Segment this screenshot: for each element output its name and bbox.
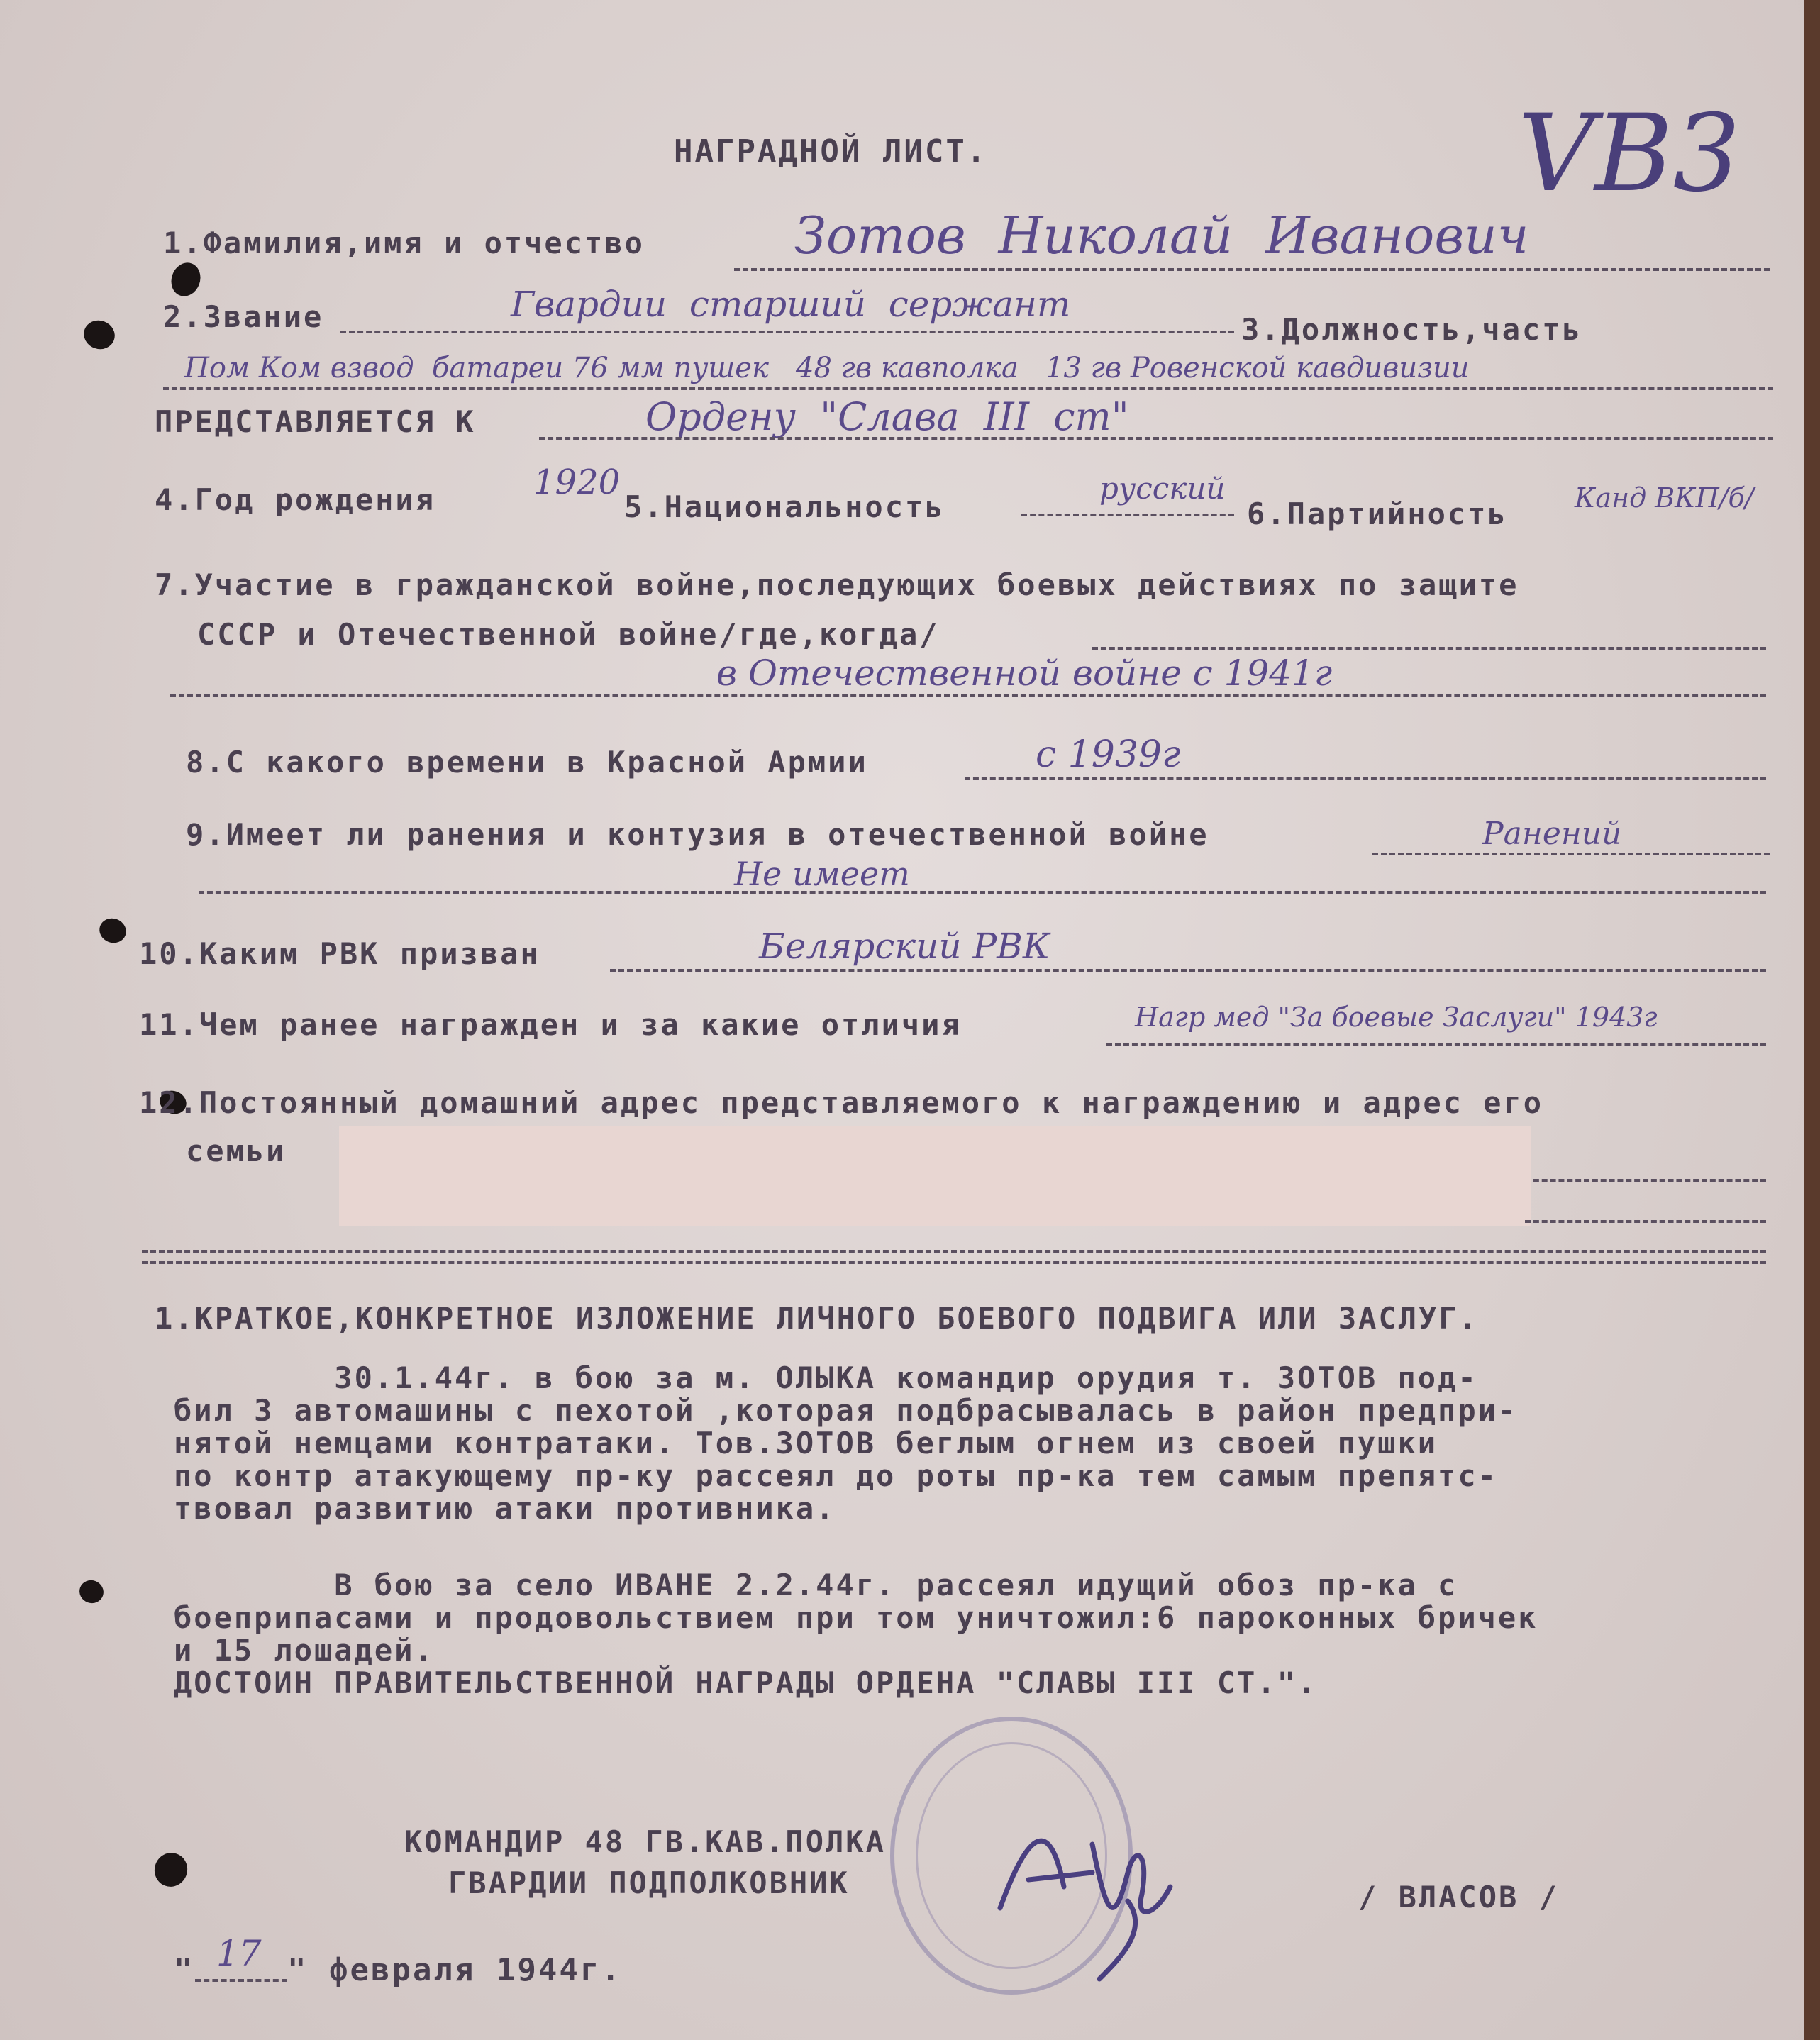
field-4-value: 1920	[533, 462, 621, 502]
field-3-label: 3.Должность,часть	[1241, 312, 1582, 347]
punch-hole	[79, 316, 118, 354]
field-7-label-a: 7.Участие в гражданской войне,последующих боевых действиях по защите	[155, 567, 1519, 602]
field-9-label: 9.Имеет ли ранения и контузия в отечественной войне	[186, 817, 1209, 852]
field-11-value: Нагр мед "За боевые Заслуги" 1943г	[1135, 1002, 1658, 1033]
field-line	[340, 331, 1234, 333]
paragraph-1-line: по контр атакующему пр-ку рассеял до роты пр-ка тем самым препятс-	[174, 1458, 1498, 1493]
field-10-value: Белярский РВК	[759, 926, 1050, 967]
field-line	[1021, 514, 1234, 516]
field-line	[163, 387, 1773, 390]
date-rest: " февраля 1944г.	[287, 1952, 622, 1988]
field-line	[1092, 647, 1766, 650]
corner-number: VB3	[1518, 92, 1741, 216]
field-line	[1106, 1043, 1766, 1046]
paragraph-1-line: бил 3 автомашины с пехотой ,которая подбрасывалась в район предпри-	[174, 1393, 1519, 1428]
field-12-label-b: семьи	[186, 1133, 287, 1168]
field-8-value: с 1939г	[1036, 733, 1181, 776]
document-title: НАГРАДНОЙ ЛИСТ.	[674, 133, 988, 170]
punch-hole	[150, 1848, 192, 1892]
punch-hole	[96, 915, 129, 947]
date-open-quote: "	[174, 1952, 195, 1988]
field-7-value: в Отечественной войне с 1941г	[716, 653, 1333, 694]
punch-hole	[167, 259, 205, 301]
field-7-label-b: СССР и Отечественной войне/где,когда/	[197, 617, 940, 652]
separator-line	[142, 1261, 1766, 1264]
field-3-value: Пом Ком взвод батареи 76 мм пушек 48 гв кавполка 13 гв Ровенской кавдивизии	[184, 352, 1470, 384]
field-line	[610, 969, 1766, 972]
punch-hole	[77, 1577, 107, 1607]
field-5-label: 5.Национальность	[624, 489, 945, 524]
redacted-address-block	[339, 1126, 1531, 1226]
conclusion-line: ДОСТОИН ПРАВИТЕЛЬСТВЕННОЙ НАГРАДЫ ОРДЕНА "СЛАВЫ III СТ.".	[174, 1665, 1318, 1700]
field-5-value: русский	[1099, 471, 1226, 506]
field-6-value: Канд ВКП/б/	[1575, 482, 1754, 514]
handwritten-signature	[986, 1802, 1199, 1986]
field-9-value-b: Не имеет	[734, 855, 910, 893]
field-line	[1372, 853, 1770, 855]
commander-title-line-2: ГВАРДИИ ПОДПОЛКОВНИК	[448, 1866, 850, 1900]
field-2-value: Гвардии старший сержант	[511, 284, 1071, 325]
paragraph-2-line: боеприпасами и продовольствием при том уничтожил:6 пароконных бричек	[174, 1600, 1538, 1635]
paragraph-2-line: В бою за село ИВАНЕ 2.2.44г. рассеял идущий обоз пр-ка с	[174, 1568, 1458, 1602]
field-10-label: 10.Каким РВК призван	[139, 936, 540, 971]
field-line	[965, 777, 1766, 780]
date-day: 17	[216, 1933, 262, 1974]
field-line	[539, 437, 1773, 440]
field-line	[1525, 1179, 1766, 1182]
field-line	[199, 891, 1766, 894]
field-8-label: 8.С какого времени в Красной Армии	[186, 745, 868, 780]
field-line	[1525, 1220, 1766, 1223]
separator-line	[142, 1250, 1766, 1253]
field-2-label: 2.Звание	[163, 299, 324, 334]
field-line	[734, 268, 1770, 271]
commander-name: / ВЛАСОВ /	[1358, 1880, 1559, 1914]
paragraph-1-line: твовал развитию атаки противника.	[174, 1491, 836, 1526]
field-1-value: Зотов Николай Иванович	[794, 206, 1529, 265]
nominated-value: Ордену "Слава III ст"	[645, 394, 1129, 439]
field-line	[195, 1979, 287, 1982]
nominated-label: ПРЕДСТАВЛЯЕТСЯ К	[155, 404, 476, 439]
section-heading: 1.КРАТКОЕ,КОНКРЕТНОЕ ИЗЛОЖЕНИЕ ЛИЧНОГО БОЕВОГО ПОДВИГА ИЛИ ЗАСЛУГ.	[155, 1301, 1479, 1336]
field-1-label: 1.Фамилия,имя и отчество	[163, 226, 645, 260]
field-4-label: 4.Год рождения	[155, 482, 436, 517]
paragraph-2-line: и 15 лошадей.	[174, 1633, 435, 1668]
paragraph-1-line: нятой немцами контратаки. Тов.ЗОТОВ беглым огнем из своей пушки	[174, 1426, 1438, 1460]
scan-edge	[1804, 0, 1820, 2040]
field-6-label: 6.Партийность	[1247, 497, 1508, 531]
field-9-value-a: Ранений	[1482, 816, 1622, 852]
field-11-label: 11.Чем ранее награжден и за какие отличия	[139, 1007, 962, 1042]
commander-title-line-1: КОМАНДИР 48 ГВ.КАВ.ПОЛКА	[404, 1824, 886, 1859]
paragraph-1-line: 30.1.44г. в бою за м. ОЛЫКА командир орудия т. ЗОТОВ под-	[174, 1360, 1478, 1395]
field-line	[170, 694, 1766, 697]
field-12-label-a: 12.Постоянный домашний адрес представляемого к награждению и адрес его	[139, 1085, 1544, 1120]
